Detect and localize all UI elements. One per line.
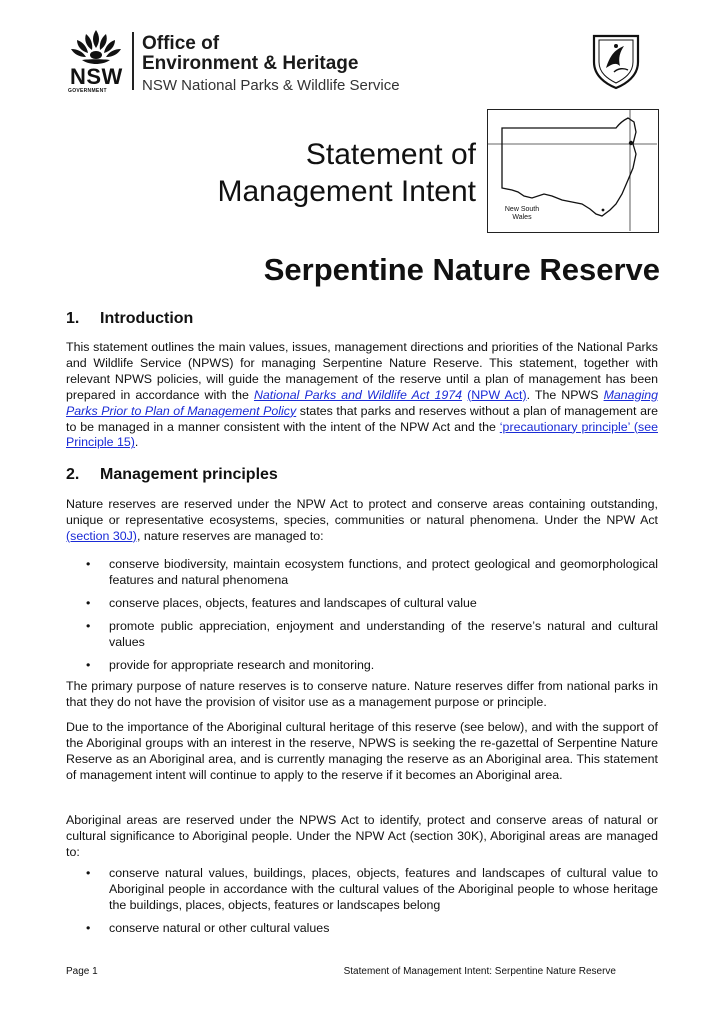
intro-text-b: . The NPWS bbox=[526, 387, 604, 402]
org-name-line1: Office of bbox=[142, 33, 220, 54]
locator-map bbox=[487, 109, 659, 233]
statement-title-line2: Management Intent bbox=[217, 175, 476, 208]
principles-paragraph-2: The primary purpose of nature reserves is to conserve nature. Nature reserves differ from national parks in that they do not have the provision of visitor use as a management purpose or principle. bbox=[66, 679, 658, 709]
section-number: 1. bbox=[66, 310, 80, 327]
nsw-wordmark: NSW bbox=[70, 64, 123, 89]
statement-title-line1: Statement of bbox=[305, 138, 476, 171]
intro-text-a: This statement outlines the main values, issues, management directions and priorities of the National Parks and Wildlife Service (NPWS) for managing Serpentine Nature Reserve. This statement, together with relevant NPWS policies, will guide the management of the reserve until a plan of management has been prepared in accordance with the bbox=[66, 340, 658, 402]
npw-act-abbrev-link[interactable]: (NPW Act) bbox=[467, 387, 527, 402]
section-heading-introduction bbox=[66, 310, 193, 328]
waratah-icon bbox=[68, 28, 124, 68]
org-name-line3: NSW National Parks & Wildlife Service bbox=[142, 77, 400, 94]
list-item: • provide for appropriate research and monitoring. bbox=[66, 658, 658, 674]
precautionary-principle-link[interactable]: ‘precautionary principle’ (see Principle 15) bbox=[66, 419, 658, 450]
intro-text-d: . bbox=[134, 435, 139, 450]
nsw-government-label: GOVERNMENT bbox=[68, 88, 107, 94]
list-item: • conserve natural or other cultural values bbox=[66, 921, 658, 937]
principles-paragraph-1 bbox=[66, 497, 658, 545]
section-30j-link[interactable]: (section 30J) bbox=[66, 528, 137, 543]
principles-text-b: , nature reserves are managed to: bbox=[136, 528, 324, 543]
nature-reserve-objectives-list bbox=[66, 557, 658, 680]
list-item: • conserve places, objects, features and landscapes of cultural value bbox=[66, 596, 658, 612]
intro-text-c: states that parks and reserves without a plan of management are to be managed in a manner consistent with the intent of the NPW Act and the bbox=[66, 403, 658, 434]
map-label: New South Wales bbox=[504, 206, 540, 221]
section-number: 2. bbox=[66, 466, 80, 483]
statement-title bbox=[217, 136, 476, 210]
npw-act-link[interactable]: National Parks and Wildlife Act 1974 bbox=[253, 387, 463, 402]
managing-parks-policy-link[interactable]: Managing Parks Prior to Plan of Management Policy bbox=[66, 387, 658, 418]
npws-emblem-icon bbox=[584, 28, 648, 92]
list-item: • conserve biodiversity, maintain ecosystem functions, and protect geological and geomorphological features and natural phenomena bbox=[66, 557, 658, 589]
org-name-line2: Environment & Heritage bbox=[142, 53, 359, 74]
principles-paragraph-3: Due to the importance of the Aboriginal cultural heritage of this reserve (see below), and with the support of the Aboriginal groups with an interest in the reserve, NPWS is seeking the re-gazettal of Serpentine Nature Reserve as an Aboriginal area, and is currently managing the reserve as an Aboriginal area. This statement of management intent will continue to apply to the reserve if it becomes an Aboriginal area. bbox=[66, 720, 658, 782]
aboriginal-area-objectives-list bbox=[66, 866, 658, 944]
section-heading-management-principles bbox=[66, 466, 278, 484]
section-title: Management principles bbox=[100, 466, 278, 483]
principles-text-a: Nature reserves are reserved under the NPW Act to protect and conserve areas containing outstanding, unique or representative ecosystems, species, communities or natural phenomena. Under the NPW Act bbox=[66, 497, 658, 527]
oeh-logo bbox=[68, 28, 428, 96]
footer-page-number: Page 1 bbox=[66, 966, 98, 977]
intro-paragraph bbox=[66, 340, 658, 451]
logo-divider bbox=[132, 32, 134, 90]
section-title: Introduction bbox=[100, 310, 194, 327]
list-item: • conserve natural values, buildings, places, objects, features and landscapes of cultural value to Aboriginal people in accordance with the cultural values of the Aboriginal people to whose heritage the buildings, places, objects, features or landscapes belong bbox=[66, 866, 658, 914]
footer-document-title: Statement of Management Intent: Serpentine Nature Reserve bbox=[343, 966, 616, 977]
principles-paragraph-4: Aboriginal areas are reserved under the NPWS Act to identify, protect and conserve areas of natural or cultural significance to Aboriginal people. Under the NPW Act (section 30K), Aboriginal areas are managed to: bbox=[66, 813, 658, 859]
list-item: • promote public appreciation, enjoyment and understanding of the reserve’s natural and cultural values bbox=[66, 619, 658, 651]
reserve-title: Serpentine Nature Reserve bbox=[263, 252, 660, 287]
